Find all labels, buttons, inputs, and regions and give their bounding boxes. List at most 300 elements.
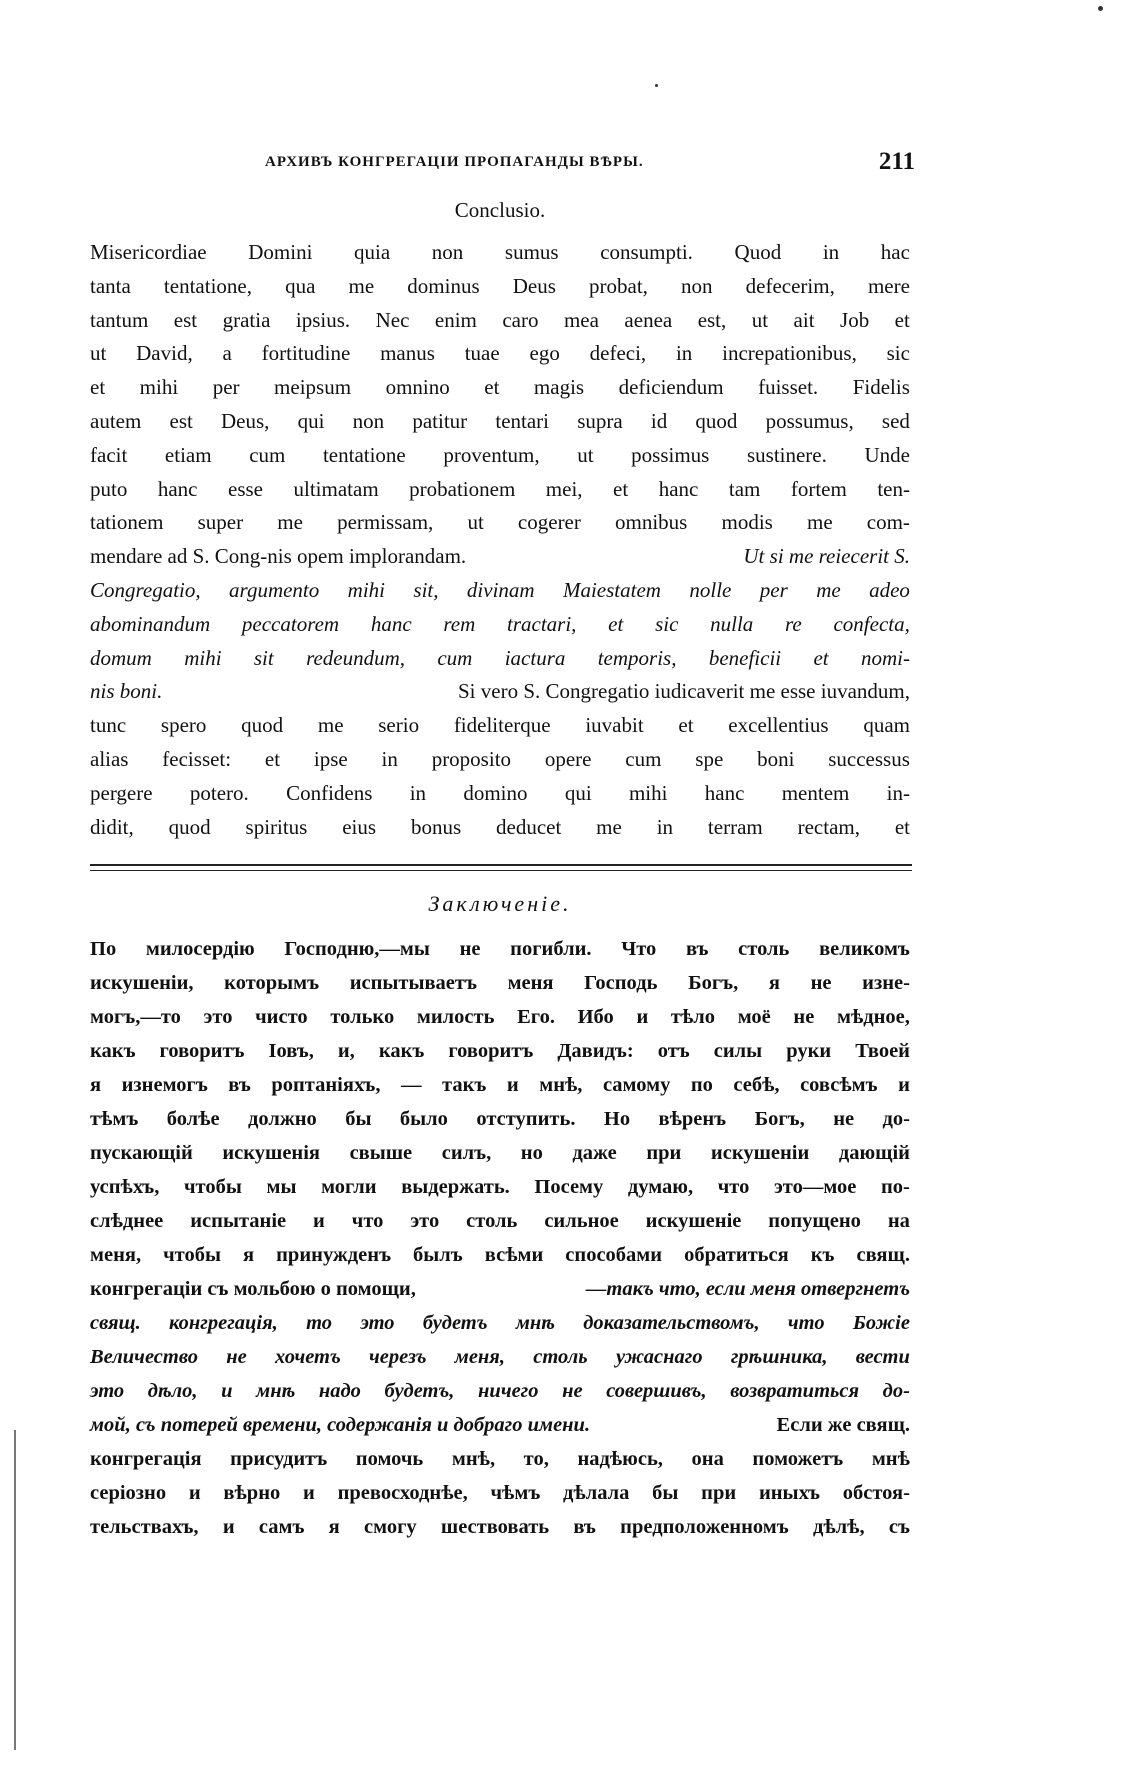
word: говоритъ: [448, 1040, 534, 1062]
word: мы: [266, 1176, 297, 1198]
word: quia: [354, 240, 391, 264]
word: не: [833, 1108, 855, 1130]
text-line: [90, 405, 910, 439]
word: defeci,: [589, 341, 647, 366]
word: я: [90, 1074, 102, 1096]
word: rem: [443, 611, 476, 636]
word: будетъ,: [384, 1380, 455, 1402]
word: столь: [466, 1210, 518, 1232]
word: fortem: [790, 476, 847, 501]
word: дѣло,: [147, 1380, 198, 1402]
word: et: [264, 746, 281, 771]
word: excellentius: [728, 713, 829, 738]
word: дѣлала: [563, 1482, 630, 1504]
word: изнемогъ: [121, 1074, 208, 1096]
word: redeundum,: [306, 645, 406, 670]
word: hanc: [370, 611, 412, 636]
word: испытаніе: [190, 1210, 287, 1232]
word: это—мое: [773, 1176, 857, 1198]
word: погибли.: [510, 938, 592, 960]
word: принужденъ: [276, 1244, 392, 1266]
word: возвратиться: [730, 1380, 860, 1402]
page-header: [265, 148, 915, 188]
word: ten-: [877, 476, 910, 501]
word: spe: [695, 746, 724, 771]
word: hac: [880, 240, 910, 264]
word: тѣмъ: [90, 1108, 139, 1130]
word: столь: [738, 938, 790, 960]
word: omnibus: [615, 510, 688, 535]
word: чисто: [255, 1006, 308, 1028]
word: mentem: [781, 780, 850, 805]
word: меня,: [454, 1346, 505, 1368]
word: iactura: [504, 645, 566, 670]
word: autem: [90, 408, 142, 433]
word: попущено: [768, 1210, 861, 1232]
word: est: [173, 307, 198, 332]
text-segment: конгрегаціи съ мольбою о помощи,: [90, 1278, 416, 1300]
russian-section-title: Заключеніе.: [428, 891, 572, 916]
word: что: [787, 1312, 825, 1334]
word: превосходнѣе,: [337, 1482, 468, 1504]
word: per: [759, 577, 788, 602]
text-line: [90, 1374, 910, 1408]
word: милосердію: [145, 938, 255, 960]
word: серіозно: [90, 1482, 167, 1504]
word: хочетъ: [274, 1346, 341, 1368]
word: domino: [463, 780, 528, 805]
word: David,: [136, 341, 193, 366]
word: доказательствомъ,: [583, 1312, 760, 1334]
word: tuae: [464, 341, 500, 366]
word: tentatione: [322, 442, 406, 467]
word: съ: [888, 1516, 910, 1538]
word: способами: [565, 1244, 663, 1266]
word: tractari,: [507, 611, 577, 636]
word: eius: [342, 814, 377, 839]
russian-text: [90, 932, 910, 1544]
text-line: [90, 642, 910, 676]
word: patitur: [412, 408, 468, 433]
word: Domini: [248, 240, 313, 264]
word: Deus: [512, 273, 556, 298]
text-line: [90, 371, 910, 405]
word: предположенномъ: [620, 1516, 789, 1538]
word: meipsum: [274, 375, 352, 400]
word: даже: [572, 1142, 617, 1164]
word: non: [681, 273, 713, 298]
text-line-mixed: [90, 1408, 910, 1442]
word: per: [212, 375, 240, 400]
word: силы: [713, 1040, 763, 1062]
word: пускающій: [90, 1142, 193, 1164]
word: совсѣмъ: [800, 1074, 878, 1096]
word: ut: [90, 341, 107, 366]
word: вѣрно: [223, 1482, 281, 1504]
word: я: [243, 1244, 255, 1266]
word: По: [90, 938, 117, 960]
word: qui: [564, 780, 592, 805]
word: которымъ: [224, 972, 320, 994]
word: былъ: [413, 1244, 463, 1266]
word: выдержать.: [401, 1176, 510, 1198]
word: обстоя-: [842, 1482, 910, 1504]
text-line: [90, 1510, 910, 1544]
word: ut: [467, 510, 484, 535]
word: себѣ,: [733, 1074, 780, 1096]
word: надо: [318, 1380, 361, 1402]
word: mihi: [184, 645, 222, 670]
word: чтобы: [163, 1244, 221, 1266]
word: probationem: [409, 476, 516, 501]
word: вѣренъ: [658, 1108, 727, 1130]
word: шествовать: [440, 1516, 550, 1538]
word: mihi: [139, 375, 179, 400]
word: permissam,: [337, 510, 434, 535]
word: in-: [886, 780, 910, 805]
word: Maiestatem: [562, 577, 661, 602]
text-line: [90, 337, 910, 371]
word: domum: [90, 645, 152, 670]
word: искушеніи,: [90, 972, 194, 994]
word: и: [303, 1482, 315, 1504]
word: et: [90, 375, 106, 400]
word: но: [520, 1142, 543, 1164]
word: tationem: [90, 510, 164, 535]
word: nomi-: [860, 645, 910, 670]
word: consumpti.: [600, 240, 693, 264]
word: boni: [757, 746, 795, 771]
word: est,: [697, 307, 727, 332]
word: къ: [810, 1244, 835, 1266]
word: et: [484, 375, 500, 400]
word: spiritus: [245, 814, 308, 839]
word: ultimatam: [293, 476, 379, 501]
word: тѣло: [670, 1006, 716, 1028]
word: Но: [603, 1108, 631, 1130]
word: и: [636, 1006, 649, 1028]
word: черезъ: [369, 1346, 427, 1368]
word: hanc: [658, 476, 699, 501]
word: силъ,: [441, 1142, 492, 1164]
text-segment: Если же свящ.: [776, 1414, 910, 1436]
word: и: [313, 1210, 325, 1232]
word: successus: [828, 746, 910, 771]
word: дѣлѣ,: [812, 1516, 865, 1538]
word: Fidelis: [852, 375, 910, 400]
word: mei,: [545, 476, 583, 501]
word: cogerer: [517, 510, 581, 535]
word: помочь: [355, 1448, 424, 1470]
word: въ: [573, 1516, 596, 1538]
word: что: [717, 1176, 750, 1198]
word: tunc: [90, 713, 127, 738]
word: id: [650, 408, 668, 433]
word: cum: [625, 746, 662, 771]
word: Посему: [534, 1176, 604, 1198]
word: in: [822, 240, 840, 264]
word: spero: [160, 713, 207, 738]
word: etiam: [164, 442, 212, 467]
word: non: [431, 240, 464, 264]
text-line: [90, 473, 910, 507]
word: gratia: [222, 307, 271, 332]
word: что: [351, 1210, 384, 1232]
word: и: [222, 1516, 235, 1538]
word: самому: [602, 1074, 671, 1096]
word: мнѣ: [515, 1312, 555, 1334]
word: чтобы: [184, 1176, 242, 1198]
word: то,: [523, 1448, 549, 1470]
word: Nec: [375, 307, 410, 332]
word: mere: [867, 273, 910, 298]
text-line: [90, 506, 910, 540]
word: Величество: [90, 1346, 198, 1368]
word: abominandum: [90, 611, 211, 636]
word: sustinere.: [746, 442, 827, 467]
word: до-: [882, 1380, 910, 1402]
word: caro: [502, 307, 539, 332]
word: Deus,: [221, 408, 270, 433]
word: по-: [881, 1176, 910, 1198]
word: ut: [751, 307, 769, 332]
word: вести: [855, 1346, 910, 1368]
word: смогу: [364, 1516, 417, 1538]
word: до-: [882, 1108, 910, 1130]
text-line-mixed: [90, 540, 910, 574]
word: должно: [248, 1108, 317, 1130]
word: милость: [416, 1006, 495, 1028]
word: то: [306, 1312, 333, 1334]
word: по: [690, 1074, 713, 1096]
word: quam: [863, 713, 910, 738]
text-line-mixed: [90, 675, 910, 709]
word: бы: [652, 1482, 679, 1504]
word: probat,: [589, 273, 648, 298]
word: me: [348, 273, 375, 298]
text-line: [90, 1204, 910, 1238]
word: я: [328, 1516, 340, 1538]
word: me: [596, 814, 622, 839]
word: et: [813, 645, 829, 670]
word: me: [806, 510, 833, 535]
text-segment: mendare ad S. Cong-nis opem implorandam.: [90, 544, 467, 569]
text-line: [90, 966, 910, 1000]
word: —: [401, 1074, 422, 1096]
word: sic: [886, 341, 910, 366]
word: ничего: [478, 1380, 539, 1402]
word: mihi: [347, 577, 386, 602]
word: proventum,: [443, 442, 540, 467]
word: sumus: [504, 240, 559, 264]
word: слѣднее: [90, 1210, 164, 1232]
word: supra: [577, 408, 623, 433]
word: modis: [721, 510, 773, 535]
word: Что: [621, 938, 657, 960]
text-line-mixed: [90, 1272, 910, 1306]
word: cum: [249, 442, 286, 467]
word: могъ,—то: [90, 1006, 181, 1028]
word: въ: [685, 938, 709, 960]
word: столь: [533, 1346, 588, 1368]
word: это: [410, 1210, 440, 1232]
word: въ: [228, 1074, 251, 1096]
word: мнѣ: [256, 1380, 296, 1402]
word: alias: [90, 746, 129, 771]
word: и: [898, 1074, 910, 1096]
word: мѣдное,: [836, 1006, 910, 1028]
text-line: [90, 439, 910, 473]
text-line: [90, 1000, 910, 1034]
text-line: [90, 1238, 910, 1272]
word: Confidens: [286, 780, 373, 805]
word: iuvabit: [585, 713, 644, 738]
word: mihi: [628, 780, 668, 805]
word: sit,: [413, 577, 439, 602]
word: моё: [737, 1006, 771, 1028]
word: tanta: [90, 273, 131, 298]
word: in: [381, 746, 398, 771]
italic-segment: nis boni.: [90, 679, 163, 704]
word: quod: [241, 713, 284, 738]
word: совершивъ,: [606, 1380, 707, 1402]
word: magis: [533, 375, 585, 400]
word: bonus: [410, 814, 462, 839]
word: et: [613, 476, 629, 501]
word: и: [506, 1074, 519, 1096]
word: ipsius.: [295, 307, 351, 332]
word: это: [203, 1006, 233, 1028]
word: manus: [380, 341, 435, 366]
word: и: [188, 1482, 201, 1504]
word: меня: [507, 972, 554, 994]
word: отъ: [657, 1040, 690, 1062]
word: иныхъ: [758, 1482, 820, 1504]
word: dominus: [407, 273, 480, 298]
word: искушеніе: [645, 1210, 742, 1232]
word: великомъ: [819, 938, 910, 960]
word: rectam,: [797, 814, 860, 839]
italic-segment: Ut si me reiecerit S.: [743, 544, 910, 569]
word: она: [691, 1448, 724, 1470]
text-line: [90, 236, 910, 270]
word: argumento: [229, 577, 320, 602]
word: будетъ: [422, 1312, 488, 1334]
word: enim: [434, 307, 477, 332]
word: мнѣ,: [451, 1448, 496, 1470]
word: com-: [866, 510, 910, 535]
word: Congregatio,: [90, 577, 201, 602]
word: не: [810, 972, 832, 994]
word: Іовъ,: [268, 1040, 314, 1062]
word: facit: [90, 442, 128, 467]
word: hanc: [704, 780, 745, 805]
word: tam: [728, 476, 761, 501]
scan-speck: [655, 84, 658, 87]
word: ipse: [313, 746, 348, 771]
word: тельствахъ,: [90, 1516, 199, 1538]
word: и: [221, 1380, 233, 1402]
word: hanc: [157, 476, 198, 501]
text-line: [90, 1340, 910, 1374]
word: super: [197, 510, 244, 535]
text-line: [90, 709, 910, 743]
italic-segment: —такъ что, если меня отвергнетъ: [585, 1278, 910, 1300]
word: свыше: [349, 1142, 413, 1164]
page-number: 211: [878, 148, 915, 175]
scan-speck: [1098, 6, 1103, 11]
text-line: [90, 608, 910, 642]
word: in: [656, 814, 674, 839]
word: Давидъ:: [557, 1040, 634, 1062]
word: fuisset.: [758, 375, 819, 400]
word: ut: [577, 442, 594, 467]
word: при: [646, 1142, 682, 1164]
word: et: [894, 814, 910, 839]
word: ait: [793, 307, 815, 332]
word: esse: [228, 476, 263, 501]
word: et: [894, 307, 910, 332]
word: deducet: [496, 814, 562, 839]
text-line: [90, 1170, 910, 1204]
word: думаю,: [627, 1176, 694, 1198]
text-line: [90, 1034, 910, 1068]
word: Твоей: [855, 1040, 910, 1062]
text-line: [90, 1102, 910, 1136]
word: sit: [253, 645, 274, 670]
text-line: [90, 1306, 910, 1340]
word: Господню,—мы: [284, 938, 430, 960]
word: qua: [285, 273, 316, 298]
word: мнѣ,: [539, 1074, 583, 1096]
word: искушенія: [222, 1142, 321, 1164]
word: sed: [881, 408, 910, 433]
word: possumus,: [765, 408, 854, 433]
word: divinam: [466, 577, 535, 602]
word: свящ.: [856, 1244, 910, 1266]
word: руки: [786, 1040, 832, 1062]
word: mea: [563, 307, 599, 332]
section-divider-thin: [90, 870, 912, 871]
word: non: [352, 408, 385, 433]
word: Божіе: [852, 1312, 910, 1334]
word: serio: [378, 713, 420, 738]
text-line: [90, 932, 910, 966]
word: присудитъ: [230, 1448, 328, 1470]
word: испытываетъ: [349, 972, 477, 994]
word: поможетъ: [752, 1448, 844, 1470]
word: Богъ,: [754, 1108, 805, 1130]
text-line: [90, 1068, 910, 1102]
word: didit,: [90, 814, 134, 839]
word: болѣе: [166, 1108, 220, 1130]
word: cum: [437, 645, 473, 670]
word: est: [169, 408, 193, 433]
word: грѣшника,: [730, 1346, 828, 1368]
word: potero.: [189, 780, 249, 805]
word: успѣхъ,: [90, 1176, 160, 1198]
word: aenea: [624, 307, 673, 332]
text-line: [90, 574, 910, 608]
word: deficiendum: [618, 375, 724, 400]
word: Unde: [864, 442, 910, 467]
word: in: [409, 780, 427, 805]
word: это: [360, 1312, 395, 1334]
word: re: [785, 611, 802, 636]
word: fideliterque: [453, 713, 551, 738]
word: говоритъ: [159, 1040, 245, 1062]
text-line: [90, 1442, 910, 1476]
